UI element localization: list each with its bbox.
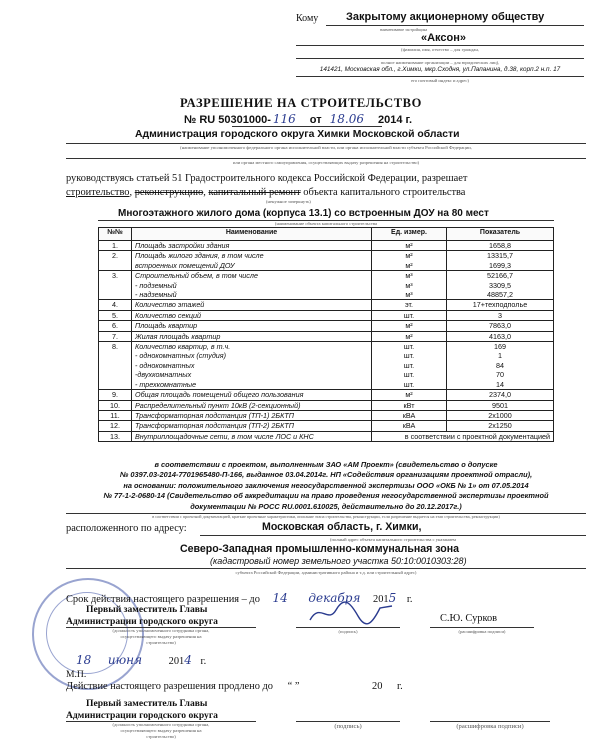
- row-value-line: 2374,0: [489, 390, 511, 400]
- project-line4: № 77-1-2-0680-14 (Свидетельство об аккредитации на право проведения негосударственной экспертизы проектной: [103, 491, 549, 501]
- sig1-position-caption3: строительство): [146, 640, 176, 645]
- developer-caption: (фамилия, имя, отчество – для граждан,: [401, 47, 479, 52]
- row-number: 11.: [99, 410, 132, 420]
- extension-quote: “ ”: [287, 681, 300, 692]
- location-label: расположенного по адресу:: [66, 523, 187, 534]
- intro-line2-end: объекта капитального строительства: [303, 187, 466, 198]
- developer-underline3: [296, 58, 584, 59]
- row-name: [132, 342, 372, 390]
- row-unit-line: м³: [405, 280, 413, 290]
- handwritten-signature: [306, 598, 396, 628]
- row-unit-line: шт.: [403, 351, 415, 361]
- row-number: 9.: [99, 390, 132, 400]
- project-caption: в соответствии с проектной документацией, краткие проектные характеристики, описание этапа строительства, реконструкции, если разрешение выдается на этап строительства, реконструкции): [152, 514, 500, 519]
- row-number: 7.: [99, 331, 132, 341]
- row-value: [447, 421, 554, 431]
- address-caption: его почтовый индекс и адрес): [411, 78, 469, 83]
- table-row: [99, 342, 554, 390]
- row-name: [132, 251, 372, 271]
- project-text: [66, 460, 586, 512]
- validity-day: 14: [272, 591, 288, 605]
- row-unit-line: шт.: [403, 379, 415, 389]
- sig1-sign-underline: [296, 627, 400, 628]
- row-unit-line: м²: [405, 390, 413, 400]
- row-unit-line: шт.: [403, 370, 415, 380]
- row-name-line: -двухкомнатных: [135, 370, 192, 380]
- row-number: 2.: [99, 251, 132, 271]
- row-name: [132, 390, 372, 400]
- row-unit-line: м³: [405, 271, 413, 281]
- sig1-date-month: июня: [107, 653, 143, 667]
- validity-year-prefix: 201: [373, 594, 389, 605]
- row-value-line: 4163,0: [489, 331, 511, 341]
- row-name: [132, 241, 372, 251]
- ext-name-caption: (расшифровка подписи): [456, 723, 524, 730]
- project-line5: документации № РОСС RU.0001.610025, действительно до 20.12.2017г.): [190, 501, 462, 511]
- location-underline2: [66, 568, 586, 569]
- row-value: [447, 410, 554, 420]
- row-name: [132, 271, 372, 300]
- row-value-line: 13315,7: [487, 251, 513, 261]
- row-name-line: Количество квартир, в т.ч.: [135, 342, 231, 352]
- row-name-line: - надземный: [135, 290, 177, 300]
- row-value-line: 1699,3: [489, 260, 511, 270]
- row-name-line: Строительный объем, в том числе: [135, 271, 258, 281]
- row-value-line: 3: [498, 310, 502, 320]
- ext-position2: Администрации городского округа: [66, 710, 218, 721]
- row-name: [132, 300, 372, 310]
- ext-position-caption3: строительство): [146, 734, 176, 739]
- table-row: [99, 410, 554, 420]
- permit-number-underline: [232, 126, 382, 127]
- row-unit-line: эт.: [404, 300, 413, 310]
- row-value-line: 17+техподполье: [472, 300, 528, 310]
- row-value: [447, 310, 554, 320]
- developer-caption2: полное наименование организации – для юридических лиц),: [380, 60, 500, 65]
- sig1-date-year-hand: 4: [184, 653, 192, 667]
- extension-year-suffix: г.: [397, 681, 403, 692]
- authority-underline2: [66, 158, 586, 159]
- validity-label: Срок действия настоящего разрешения – до: [66, 594, 260, 605]
- row-value: [447, 251, 554, 271]
- row-name: [132, 400, 372, 410]
- permit-date-label: от: [309, 114, 322, 126]
- developer-underline: [326, 25, 584, 26]
- row-value-line: 1: [498, 351, 502, 361]
- permit-year: 2014 г.: [377, 114, 413, 126]
- location-address-caption: (полный адрес объекта капитального строительства с указанием: [330, 537, 456, 542]
- row-unit: [372, 410, 447, 420]
- row-unit: [372, 251, 447, 271]
- permit-number-hand: 116: [272, 112, 296, 126]
- row-value-line: 84: [496, 360, 504, 370]
- row-name-line: Количество секций: [135, 310, 202, 320]
- ext-position-caption1: (должность уполномоченного сотрудника органа,: [112, 722, 210, 727]
- row-value: [447, 271, 554, 300]
- row-name-line: Площадь квартир: [135, 321, 198, 331]
- row-number: 4.: [99, 300, 132, 310]
- table-body: [99, 241, 554, 442]
- row-value-line: 70: [496, 370, 504, 380]
- table-row: [99, 400, 554, 410]
- row-unit-line: кВт: [403, 400, 415, 410]
- row-name: [132, 431, 372, 441]
- sig1-position2: Администрации городского округа: [66, 616, 218, 627]
- col-unit-header: Ед. измер.: [372, 228, 447, 241]
- ext-name-underline: [430, 721, 550, 722]
- ext-sign-underline: [296, 721, 400, 722]
- developer-address: 141421, Московская обл., г.Химки, мкр.Сходня, ул.Папанина, д.38, корп.2 н.п. 17: [319, 66, 561, 73]
- row-unit-line: м²: [405, 241, 413, 250]
- row-unit: [372, 271, 447, 300]
- row-number: 13.: [99, 431, 132, 441]
- developer-caption-top: наименование застройщика: [380, 27, 428, 32]
- location-address: Московская область, г. Химки,: [262, 521, 422, 533]
- row-unit-line: м³: [405, 290, 413, 300]
- project-line3: на основании: положительного заключения негосударственной экспертизы ООО «ОКБ № 1» от 07.05.2014: [123, 480, 529, 490]
- authority-name: Администрация городского округа Химки Московской области: [135, 129, 460, 140]
- row-value: [447, 390, 554, 400]
- row-name-line: Общая площадь помещений общего пользования: [135, 390, 304, 400]
- sig1-position1: Первый заместитель Главы: [86, 604, 208, 615]
- row-name-line: Площадь жилого здания, в том числе: [135, 251, 264, 261]
- sig1-date-day: 18: [76, 653, 92, 667]
- row-name-line: Количество этажей: [135, 300, 205, 310]
- row-unit-line: м²: [405, 260, 413, 270]
- row-value: [447, 321, 554, 331]
- row-name-line: Жилая площадь квартир: [135, 331, 221, 341]
- row-name-line: Площадь застройки здания: [135, 241, 230, 250]
- row-number: 1.: [99, 241, 132, 251]
- sig1-date-year-suffix: г.: [200, 656, 207, 667]
- col-value-header: Показатель: [447, 228, 554, 241]
- row-unit: [372, 421, 447, 431]
- row-unit-line: кВА: [402, 410, 416, 420]
- authority-underline: [66, 143, 586, 144]
- row-unit: [372, 300, 447, 310]
- sig1-date-line: [76, 653, 206, 667]
- authority-caption2: или органа местного самоуправления, осуществляющих выдачу разрешения на строительство): [232, 160, 420, 165]
- row-unit-line: шт.: [403, 310, 415, 320]
- row-unit-line: в соответствии с проектной документацией: [404, 431, 550, 441]
- row-value-line: 14: [496, 379, 504, 389]
- sig1-position-caption1: (должность уполномоченного сотрудника органа,: [112, 628, 210, 633]
- row-unit: [372, 400, 447, 410]
- row-value-line: 7863,0: [489, 321, 511, 331]
- row-name-line: встроенных помещений ДОУ: [135, 260, 235, 270]
- address-underline: [296, 76, 584, 77]
- option-construction: строительство: [66, 187, 130, 198]
- permit-number-line: [184, 112, 412, 126]
- option-reconstruction: реконструкцию: [134, 187, 204, 198]
- sig1-name: С.Ю. Сурков: [440, 613, 498, 624]
- row-unit: [372, 241, 447, 251]
- row-value: [447, 241, 554, 251]
- row-name-line: - однокомнатных: [135, 360, 195, 370]
- row-number: 3.: [99, 271, 132, 300]
- sig1-sign-caption: (подпись): [338, 629, 358, 634]
- option-repair: капитальный ремонт: [208, 187, 301, 198]
- indicators-table: [98, 227, 554, 442]
- row-number: 8.: [99, 342, 132, 390]
- row-value-line: 2х1250: [488, 421, 512, 431]
- row-name-line: Трансформаторная подстанция (ТП-1) 2БКТП: [135, 410, 294, 420]
- row-name-line: Внутриплощадочные сети, в том числе ЛОС и КНС: [135, 431, 314, 441]
- validity-year-hand: 5: [388, 591, 397, 605]
- project-line2: № 0397.03-2014-7701965480-П-166, выданное 03.04.2014г. НП «Содействия организациям проектной отрасли),: [119, 470, 533, 480]
- row-name: [132, 410, 372, 420]
- row-unit-line: шт.: [403, 360, 415, 370]
- sig1-date-year-prefix: 201: [168, 656, 185, 667]
- table-row: [99, 310, 554, 320]
- sig1-name-underline: [430, 627, 534, 628]
- ext-sign-caption: (подпись): [334, 723, 362, 730]
- object-name: Многоэтажного жилого дома (корпуса 13.1) со встроенным ДОУ на 80 мест: [118, 208, 489, 219]
- validity-year-suffix: г.: [406, 594, 413, 605]
- table-row: [99, 241, 554, 251]
- row-number: 10.: [99, 400, 132, 410]
- object-caption: (наименование объекта капитального строительства: [274, 221, 378, 226]
- row-value-line: 169: [494, 342, 506, 352]
- authority-caption: (наименование уполномоченного федерального органа исполнительной власти, или органа исполнительной власти субъекта Российской Федерации,: [180, 145, 472, 150]
- table-row: [99, 431, 554, 441]
- permit-heading: РАЗРЕШЕНИЕ НА СТРОИТЕЛЬСТВО: [180, 96, 422, 110]
- developer-underline2: [296, 45, 584, 46]
- developer-name: Закрытому акционерному обществу: [346, 11, 545, 23]
- project-line1: в соответствии с проектом, выполненным ЗАО «АМ Проект» (свидетельство о допуске: [154, 460, 498, 469]
- row-unit: [372, 331, 447, 341]
- table-row: [99, 421, 554, 431]
- row-value: [447, 400, 554, 410]
- col-number-header: №№: [99, 228, 132, 241]
- strike-caption: (ненужное зачеркнуть): [266, 199, 311, 204]
- row-name: [132, 331, 372, 341]
- row-value-line: 9501: [492, 400, 508, 410]
- table-row: [99, 321, 554, 331]
- row-unit: [372, 310, 447, 320]
- row-unit: [372, 431, 554, 441]
- row-number: 5.: [99, 310, 132, 320]
- extension-label: Действие настоящего разрешения продлено до: [66, 681, 273, 692]
- row-number: 12.: [99, 421, 132, 431]
- row-unit-line: кВА: [402, 421, 416, 431]
- ext-position1: Первый заместитель Главы: [86, 698, 208, 709]
- row-unit-line: шт.: [403, 342, 415, 352]
- row-unit: [372, 342, 447, 390]
- row-name-line: Трансформаторная подстанция (ТП-2) 2БКТП: [135, 421, 294, 431]
- row-value-line: 3309,5: [489, 280, 511, 290]
- row-value-line: 1658,8: [489, 241, 511, 250]
- row-value: [447, 300, 554, 310]
- location-caption: субъекта Российской Федерации, административного района и т.д. или строительный адрес): [235, 570, 417, 575]
- intro-line2: строительство, реконструкцию, капитальный ремонт объекта капитального строительства: [66, 187, 466, 198]
- col-name-header: Наименование: [132, 228, 372, 241]
- sig1-position-caption2: осуществляющего выдачу разрешения на: [120, 634, 202, 639]
- row-unit-line: м²: [405, 321, 413, 331]
- to-label: Кому: [296, 13, 319, 24]
- extension-line: [66, 681, 403, 692]
- developer-name2: «Аксон»: [421, 32, 467, 44]
- intro-line1: руководствуясь статьей 51 Градостроительного кодекса Российской Федерации, разрешает: [66, 173, 468, 184]
- row-unit-line: м²: [405, 251, 413, 261]
- table-row: [99, 251, 554, 271]
- table-row: [99, 331, 554, 341]
- row-name-line: - подземный: [135, 280, 177, 290]
- row-name-line: Распределительный пункт 10кВ (2-секционный): [135, 400, 301, 410]
- row-unit: [372, 390, 447, 400]
- ext-position-caption2: осуществляющего выдачу разрешения на: [120, 728, 202, 733]
- row-name-line: - трехкомнатные: [135, 379, 197, 389]
- row-name: [132, 421, 372, 431]
- row-name: [132, 321, 372, 331]
- permit-date-hand: 18.06: [329, 112, 364, 126]
- sig1-name-caption: (расшифровка подписи): [458, 629, 506, 634]
- extension-year-prefix: 20: [372, 681, 383, 692]
- row-name: [132, 310, 372, 320]
- row-unit: [372, 321, 447, 331]
- row-number: 6.: [99, 321, 132, 331]
- row-name-line: - однокомнатных (студия): [135, 351, 227, 361]
- row-value-line: 2х1000: [488, 410, 512, 420]
- table-row: [99, 390, 554, 400]
- row-value-line: 48857,2: [487, 290, 513, 300]
- table-row: [99, 300, 554, 310]
- row-unit-line: м²: [405, 331, 413, 341]
- row-value: [447, 331, 554, 341]
- table-row: [99, 271, 554, 300]
- location-zone: Северо-Западная промышленно-коммунальная зона: [180, 543, 460, 555]
- sig1-mp: М.П.: [66, 669, 87, 680]
- location-cadastral: (кадастровый номер земельного участка 50:10:0010303:28): [210, 556, 467, 566]
- row-value: [447, 342, 554, 390]
- permit-number-prefix: № RU 50301000-: [184, 114, 271, 126]
- validity-month: декабря: [308, 591, 361, 605]
- location-underline: [200, 535, 586, 536]
- row-value-line: 52166,7: [487, 271, 513, 281]
- table-header-row: [99, 228, 554, 241]
